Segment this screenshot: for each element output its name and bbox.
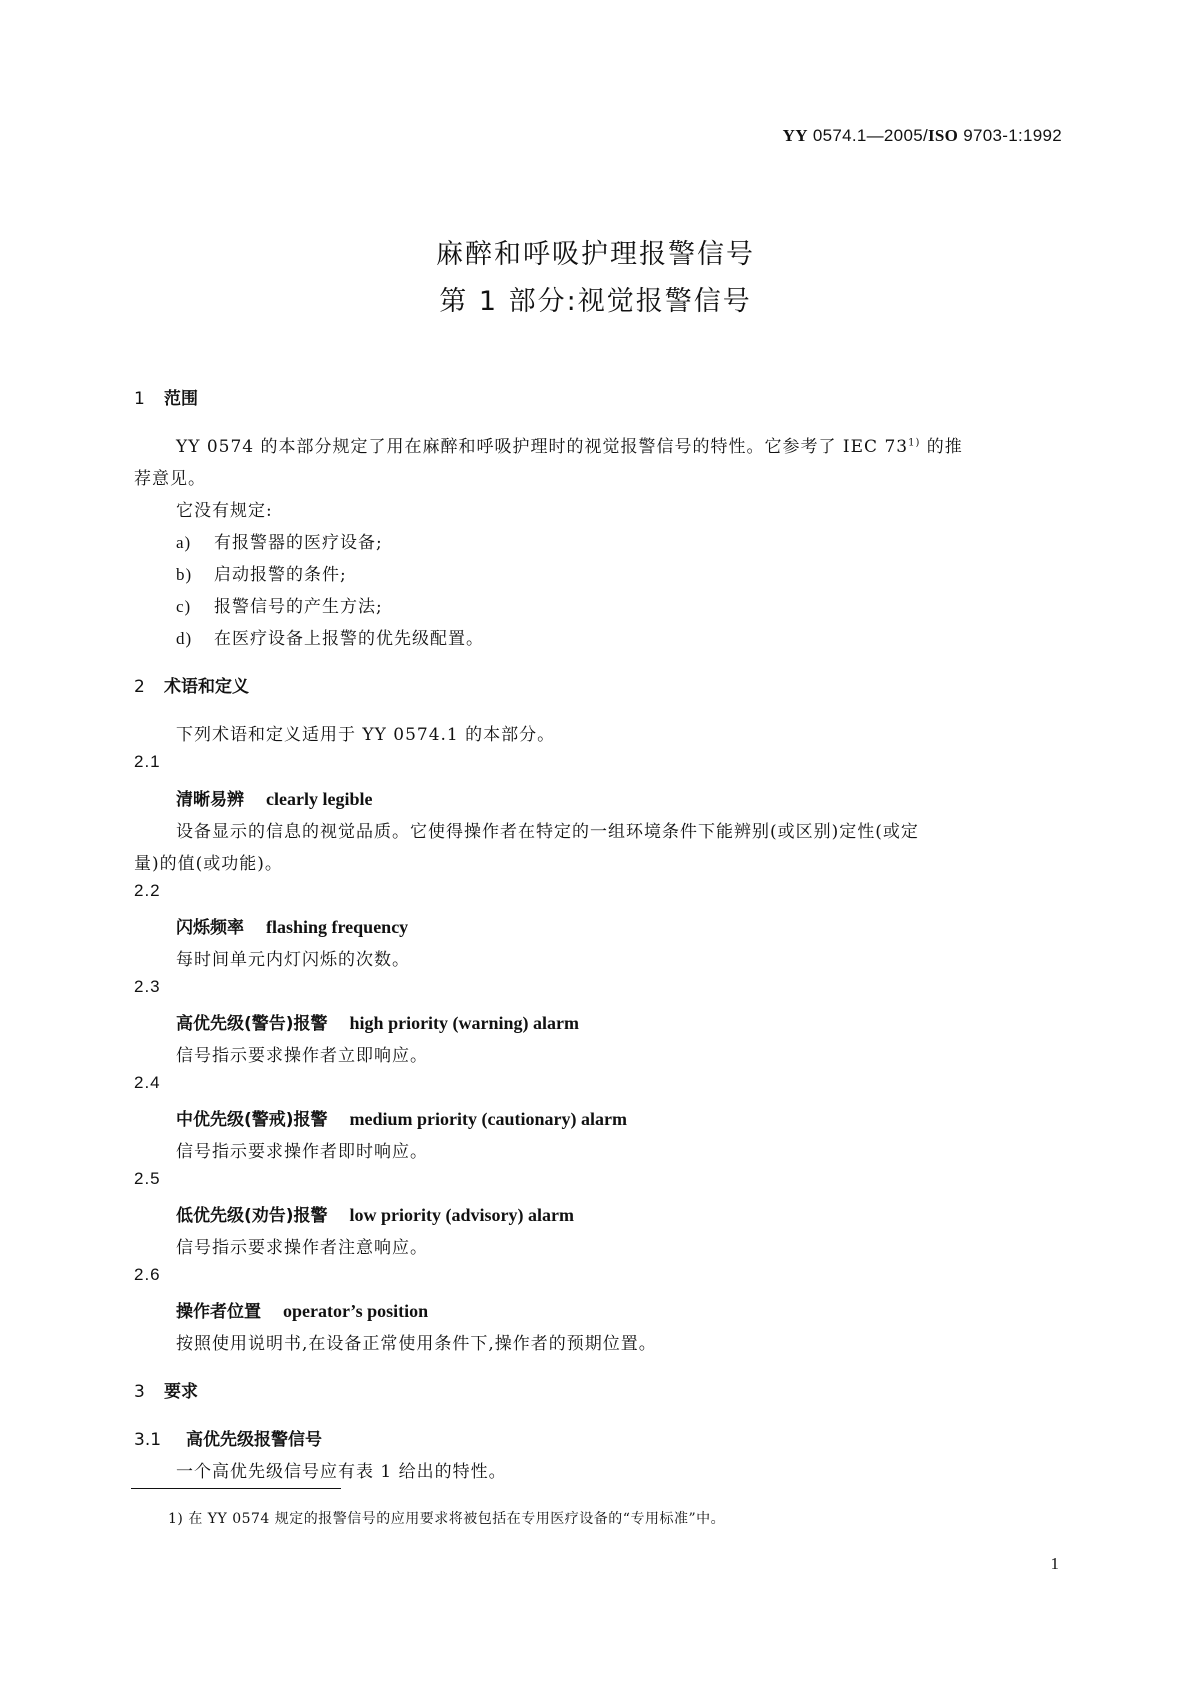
term-definition: 按照使用说明书,在设备正常使用条件下,操作者的预期位置。 — [176, 1334, 657, 1354]
section-2-heading: 2 术语和定义 — [134, 677, 249, 697]
document-subtitle: 第 1 部分:视觉报警信号 — [439, 286, 752, 317]
term-heading: 高优先级(警告)报警 high priority (warning) alarm — [176, 1013, 580, 1034]
subsection-3-1-text: 一个高优先级信号应有表 1 给出的特性。 — [176, 1462, 507, 1482]
term-number: 2.4 — [134, 1073, 161, 1092]
term-definition: 信号指示要求操作者立即响应。 — [176, 1046, 428, 1066]
term-number: 2.1 — [134, 752, 161, 771]
term-definition: 设备显示的信息的视觉品质。它使得操作者在特定的一组环境条件下能辨别(或区别)定性(或定 — [176, 822, 919, 842]
term-heading: 操作者位置 operator’s position — [176, 1301, 429, 1322]
section-1-paragraph: YY 0574 的本部分规定了用在麻醉和呼吸护理时的视觉报警信号的特性。它参考了 IEC 73$^{1)}$ 的推 — [176, 437, 963, 457]
term-heading: 清晰易辨 clearly legible — [176, 789, 373, 810]
term-definition: 信号指示要求操作者注意响应。 — [176, 1238, 428, 1258]
page-number: 1 — [1050, 1554, 1059, 1573]
term-number: 2.5 — [134, 1169, 161, 1188]
term-definition-cont: 量)的值(或功能)。 — [134, 854, 283, 874]
footnote: 1) 在 YY 0574 规定的报警信号的应用要求将被包括在专用医疗设备的“专用标准”中。 — [168, 1511, 726, 1527]
section-1-not-specified: 它没有规定: — [176, 501, 273, 521]
term-definition: 每时间单元内灯闪烁的次数。 — [176, 950, 410, 970]
term-heading: 低优先级(劝告)报警 low priority (advisory) alarm — [176, 1205, 575, 1226]
term-heading: 闪烁频率 flashing frequency — [176, 917, 409, 938]
section-1-paragraph-cont: 荐意见。 — [134, 469, 206, 489]
document-title: 麻醉和呼吸护理报警信号 — [436, 239, 755, 270]
term-definition: 信号指示要求操作者即时响应。 — [176, 1142, 428, 1162]
list-item-c: c) 报警信号的产生方法; — [176, 597, 383, 617]
list-item-b: b) 启动报警的条件; — [176, 565, 347, 585]
footnote-divider — [131, 1488, 341, 1489]
term-heading: 中优先级(警戒)报警 medium priority (cautionary) alarm — [176, 1109, 627, 1130]
standard-code-header: YY 0574.1—2005/ISO 9703-1:1992 — [782, 126, 1062, 145]
section-3-heading: 3 要求 — [134, 1382, 198, 1402]
subsection-3-1-heading: 3.1 高优先级报警信号 — [134, 1430, 322, 1450]
section-2-intro: 下列术语和定义适用于 YY 0574.1 的本部分。 — [176, 725, 556, 745]
section-1-heading: 1 范围 — [134, 389, 198, 409]
list-item-a: a) 有报警器的医疗设备; — [176, 533, 383, 553]
term-number: 2.6 — [134, 1265, 161, 1284]
list-item-d: d) 在医疗设备上报警的优先级配置。 — [176, 629, 484, 649]
term-number: 2.2 — [134, 881, 161, 900]
term-number: 2.3 — [134, 977, 161, 996]
